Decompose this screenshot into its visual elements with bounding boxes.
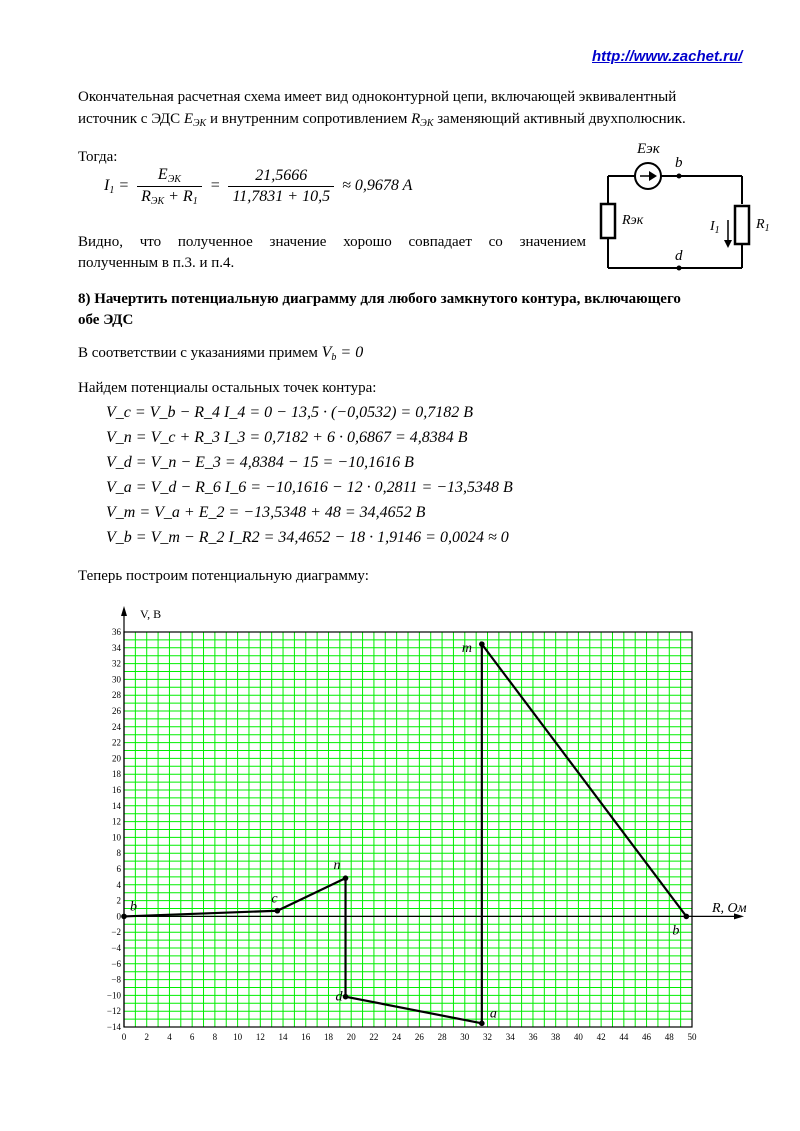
node-d-label: d <box>675 248 683 264</box>
y-tick-label: −8 <box>111 974 121 985</box>
point-label-a: a <box>489 1006 497 1022</box>
find-potentials-line: Найдем потенциалы остальных точек контура: <box>78 380 377 396</box>
point-label-d: d <box>335 989 343 1005</box>
emf-symbol: $E_{ЭК}$ <box>183 111 207 129</box>
x-tick-label: 18 <box>323 1032 333 1042</box>
intro-text-a: источник с ЭДС <box>78 111 181 127</box>
y-tick-label: 4 <box>116 879 121 890</box>
x-tick-label: 14 <box>278 1032 288 1042</box>
x-tick-label: 28 <box>437 1032 447 1042</box>
header-url-link[interactable]: http://www.zachet.ru/ <box>592 48 743 65</box>
y-tick-label: 22 <box>112 737 121 748</box>
x-tick-label: 32 <box>483 1032 493 1042</box>
i1-label: $I_1$ <box>710 219 720 236</box>
y-tick-label: −10 <box>106 990 121 1001</box>
y-tick-label: −4 <box>111 943 121 953</box>
intro-text-b: и внутренним сопротивлением <box>209 111 408 127</box>
data-point-n <box>343 875 349 881</box>
x-tick-label: 20 <box>346 1032 356 1042</box>
equation-vm: V_m = V_a + E_2 = −13,5348 + 48 = 34,4652 B <box>106 504 426 521</box>
equation-vb: V_b = V_m − R_2 I_R2 = 34,4652 − 18 · 1,9146 = 0,0024 ≈ 0 <box>106 529 509 546</box>
data-point-d <box>343 994 349 1000</box>
equation-vn: V_n = V_c + R_3 I_3 = 0,7182 + 6 · 0,6867 = 4,8384 B <box>106 429 468 446</box>
y-tick-label: 28 <box>112 690 121 701</box>
y-tick-label: 12 <box>112 816 121 827</box>
x-tick-label: 46 <box>642 1032 652 1042</box>
y-axis-label: V, B <box>140 607 162 621</box>
y-tick-label: 6 <box>116 864 121 874</box>
x-tick-label: 24 <box>392 1032 402 1042</box>
section-8-heading: 8) Начертить потенциальную диаграмму для любого замкнутого контура, включающего обе ЭДС <box>78 291 681 328</box>
x-axis-label: R, Ом <box>712 901 747 916</box>
x-tick-label: 50 <box>687 1032 697 1042</box>
x-tick-label: 0 <box>121 1032 127 1042</box>
formula-lhs: $I_1$ <box>104 177 115 197</box>
y-tick-label: −2 <box>111 927 121 938</box>
data-point-m <box>479 641 485 647</box>
equation-vd: V_d = V_n − E_3 = 4,8384 − 15 = −10,1616 B <box>106 454 414 471</box>
current-formula: $I_1$ = $\frac{E_{ЭК}}{R_{ЭК} + R_1}$ = $\frac{21,5666}{11,7831 + 10,5}$ ≈ 0,9678 A <box>104 166 413 207</box>
x-tick-label: 44 <box>619 1032 629 1042</box>
formula-fraction-2: $\frac{21,5666}{11,7831 + 10,5}$ <box>228 167 334 206</box>
y-tick-label: 30 <box>112 674 121 685</box>
point-label-c: c <box>271 891 278 907</box>
x-tick-label: 48 <box>664 1032 674 1042</box>
x-tick-label: 10 <box>233 1032 243 1042</box>
y-axis-arrow-icon <box>121 606 127 616</box>
y-tick-label: 24 <box>112 721 121 732</box>
x-tick-label: 38 <box>551 1032 561 1042</box>
y-tick-label: 26 <box>112 706 121 716</box>
y-tick-label: 34 <box>112 642 121 653</box>
y-tick-label: 16 <box>112 785 121 795</box>
y-tick-label: −14 <box>106 1022 121 1032</box>
data-point-a <box>479 1021 485 1027</box>
x-tick-label: 8 <box>212 1032 218 1042</box>
intro-text-c: заменяющий активный двухполюсник. <box>437 111 686 127</box>
y-tick-label: −12 <box>106 1006 121 1017</box>
potential-line-series <box>124 644 686 1023</box>
y-tick-label: 8 <box>116 848 121 859</box>
point-label-b: b <box>672 923 680 939</box>
x-tick-label: 12 <box>255 1032 265 1042</box>
x-tick-label: 26 <box>414 1032 424 1042</box>
node-b-label: b <box>675 155 683 171</box>
y-tick-label: 36 <box>112 627 121 637</box>
point-label-m: m <box>461 641 472 657</box>
data-point-c <box>275 908 281 914</box>
y-tick-label: 32 <box>112 658 121 669</box>
x-tick-label: 36 <box>528 1032 538 1042</box>
x-tick-label: 6 <box>189 1032 195 1042</box>
x-tick-label: 30 <box>460 1032 470 1042</box>
x-tick-label: 16 <box>301 1032 311 1042</box>
build-diagram-line: Теперь построим потенциальную диаграмму: <box>78 568 369 584</box>
y-tick-label: 0 <box>116 911 121 922</box>
equation-va: V_a = V_d − R_6 I_6 = −10,1616 − 12 · 0,2811 = −13,5348 B <box>106 479 513 496</box>
data-point-b <box>121 914 127 920</box>
r1-label: $R_1$ <box>756 217 770 234</box>
according-line: В соответствии с указаниями примем $V_b = 0$ <box>78 344 364 363</box>
point-label-b: b <box>130 899 137 915</box>
x-tick-label: 40 <box>573 1032 583 1042</box>
y-tick-label: 20 <box>112 753 121 764</box>
formula-fraction-1: $\frac{E_{ЭК}}{R_{ЭК} + R_1}$ <box>137 166 202 207</box>
x-tick-label: 22 <box>369 1032 379 1042</box>
data-point-b <box>684 914 690 920</box>
intro-line-1: Окончательная расчетная схема имеет вид одноконтурной цепи, включающей эквивалентный <box>78 89 677 105</box>
x-tick-label: 42 <box>596 1032 606 1042</box>
y-tick-label: −6 <box>111 958 121 969</box>
emf-label: Eэк <box>637 141 660 157</box>
then-label: Тогда: <box>78 149 118 165</box>
equation-vc: V_c = V_b − R_4 I_4 = 0 − 13,5 · (−0,0532) = 0,7182 B <box>106 404 473 421</box>
x-tick-label: 4 <box>167 1032 172 1042</box>
resistance-symbol: $R_{ЭК}$ <box>411 111 434 129</box>
x-tick-label: 34 <box>505 1032 515 1042</box>
formula-result: ≈ 0,9678 A <box>342 177 413 195</box>
y-tick-label: 2 <box>116 895 121 906</box>
y-tick-label: 14 <box>112 800 121 811</box>
rek-label: Rэк <box>622 213 644 228</box>
y-tick-label: 10 <box>112 832 121 843</box>
x-tick-label: 2 <box>144 1032 149 1042</box>
match-paragraph: Видно, что полученное значение хорошо совпадает со значением полученным в п.3. и п.4. <box>78 234 586 271</box>
y-tick-label: 18 <box>112 769 121 780</box>
point-label-n: n <box>333 858 341 874</box>
